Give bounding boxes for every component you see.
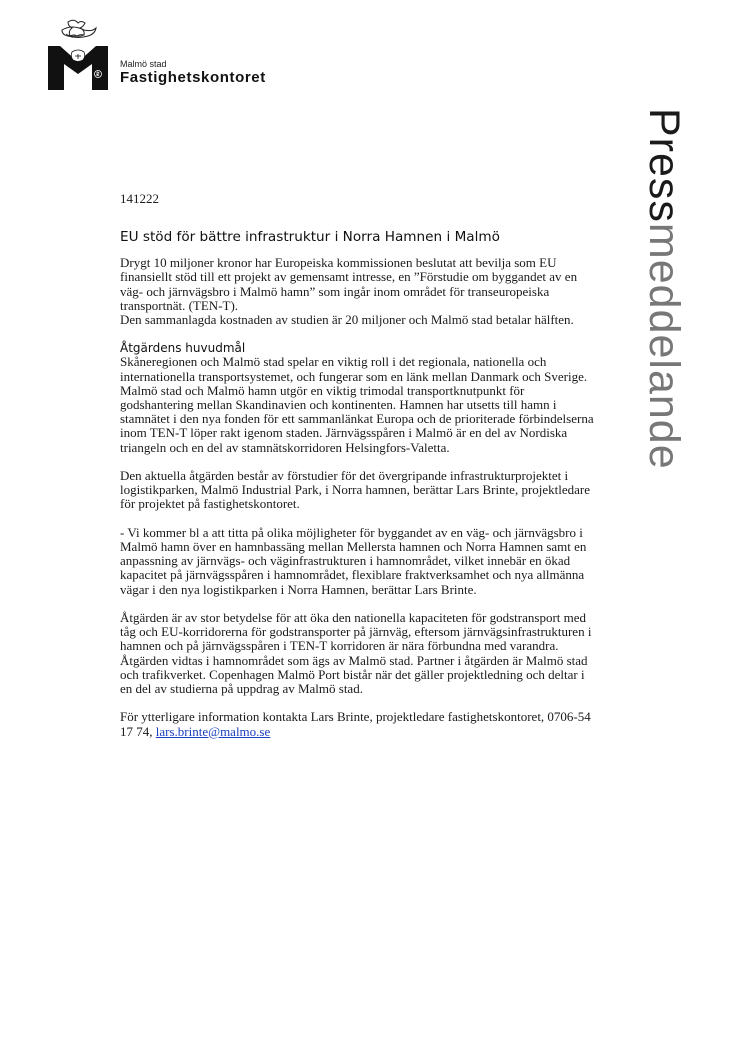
- contact-text: För ytterligare information kontakta Lars Brinte, projektledare fastighetskontoret, 0706-54 17 74,: [120, 709, 591, 739]
- contact-paragraph: [120, 710, 595, 738]
- paragraph-4: Den aktuella åtgärden består av förstudier för det övergripande infrastrukturprojektet i logistikparken, Malmö Industrial Park, i Norra hamnen, berättar Lars Brinte, projektledare för projektet på fastighetskontoret.: [120, 468, 591, 512]
- paragraph-7: Åtgärden vidtas i hamnområdet som ägs av Malmö stad. Partner i åtgärden är Malmö stad och trafikverket. Copenhagen Malmö Port bistår när det gäller projektledning och deltar i en del av studierna på uppdrag av Malmö stad.: [120, 652, 588, 697]
- headline: EU stöd för bättre infrastruktur i Norra Hamnen i Malmö: [120, 229, 500, 246]
- malmo-coat-of-arms-icon: [48, 18, 108, 90]
- paragraph-6: Åtgärden är av stor betydelse för att öka den nationella kapaciteten för godstransport med tåg och EU-korridorerna för godstransporter på järnväg, eftersom järnvägsinfrastrukturen i hamnen och på järnvägsspåren i TEN-T korridoren är nära förbundna med varandra.: [120, 610, 592, 654]
- paragraph-1: Drygt 10 miljoner kronor har Europeiska kommissionen beslutat att bevilja som EU finansiellt stöd till ett projekt av gemensamt intresse, en ”Förstudie om byggandet av en väg- och järnvägsbro i Malmö hamn” som ingår inom området för transeuropeiska transportnät. (TEN-T).: [120, 255, 578, 313]
- pressmeddelande-vertical-title: [640, 108, 688, 470]
- vertical-title-light: meddelande: [640, 222, 688, 470]
- press-release-body: [120, 192, 595, 753]
- release-date: 141222: [120, 191, 159, 206]
- contact-email-link[interactable]: lars.brinte@malmo.se: [155, 723, 271, 739]
- paragraph-3: Skåneregionen och Malmö stad spelar en viktig roll i det regionala, nationella och internationella transportsystemet, och fungerar som en länk mellan Danmark och Sverige. Malmö stad och Malmö hamn utgör en viktig trimodal transportknutpunkt för godshantering mellan Skandinavien och kontinenten. Hamnen har utsetts till hamn i stamnätet i den nya fonden för ett sammanlänkat Europa och de prioriterade förbindelserna inom TEN-T löper rakt igenom staden. Järnvägsspåren i Malmö är en del av Nordiska triangeln och en del av stamnätskorridoren Helsingfors-Valetta.: [120, 354, 594, 455]
- organization-name: [120, 59, 266, 86]
- paragraph-2: Den sammanlagda kostnaden av studien är 20 miljoner och Malmö stad betalar hälften.: [120, 312, 574, 328]
- paragraph-5: - Vi kommer bl a att titta på olika möjligheter för byggandet av en väg- och järnvägsbro i Malmö hamn över en hamnbassäng mellan Mellersta hamnen och Norra Hamnen samt en anpassning av järnvägs- och väginfrastrukturen i hamnområdet, vilket innebär en ökad kapacitet på järnvägsspåren i hamnområdet, flexiblare fraktverksamhet och nya allmänna vägar i den nya logistikparken i Norra Hamnen, berättar Lars Brinte.: [120, 524, 587, 597]
- section-title: Åtgärdens huvudmål: [120, 341, 246, 356]
- org-small-label: Malmö stad: [120, 59, 167, 69]
- vertical-title-dark: Press: [640, 108, 688, 223]
- org-department-label: Fastighetskontoret: [120, 69, 266, 86]
